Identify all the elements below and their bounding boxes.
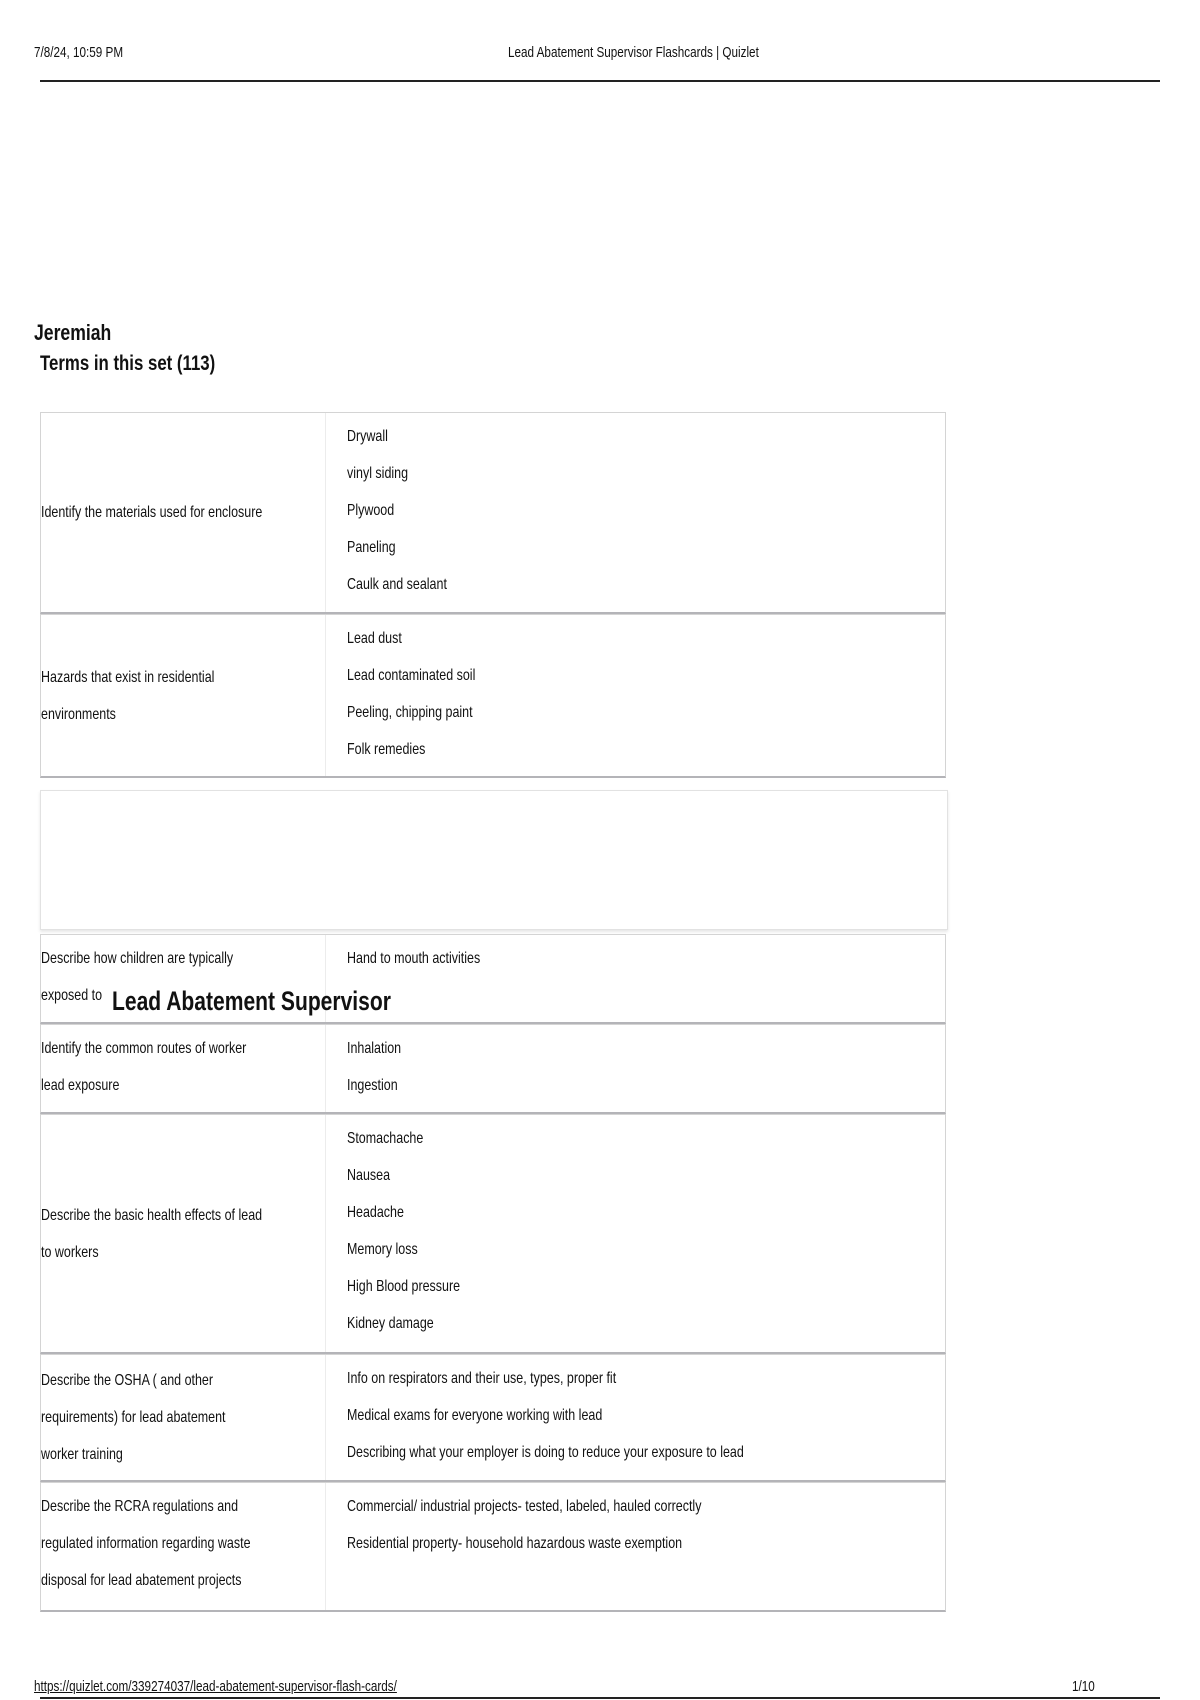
terms-count-heading: Terms in this set (113): [40, 352, 216, 375]
definition-cell: [347, 1120, 945, 1342]
definition-line: Commercial/ industrial projects- tested, labeled, hauled correctly: [347, 1498, 702, 1515]
definition-cell: [347, 1488, 945, 1562]
term-cell: [41, 1483, 326, 1610]
header-divider: [40, 80, 1160, 82]
definition-line: Paneling: [347, 539, 396, 556]
definition-line: Lead dust: [347, 630, 402, 647]
definition-cell: [347, 940, 945, 977]
set-title: Lead Abatement Supervisor: [112, 986, 391, 1016]
definition-line: Folk remedies: [347, 741, 426, 758]
term-cell: [41, 1355, 326, 1480]
definition-line: Describing what your employer is doing to reduce your exposure to lead: [347, 1444, 744, 1461]
definition-cell: [347, 1360, 945, 1471]
term-text: Describe the RCRA regulations and regulated information regarding waste disposal for lead abatement projects: [41, 1498, 251, 1589]
set-author[interactable]: Jeremiah: [34, 320, 112, 345]
flashcard-row: [40, 1114, 946, 1354]
definition-cell: [347, 1030, 945, 1104]
definition-line: Caulk and sealant: [347, 576, 447, 593]
definition-line: Peeling, chipping paint: [347, 704, 473, 721]
term-text: Describe how children are typically exposed to: [41, 950, 234, 1004]
term-text: Describe the basic health effects of lead to workers: [41, 1206, 263, 1261]
flashcard-row: [40, 1354, 946, 1482]
definition-line: Kidney damage: [347, 1315, 434, 1332]
definition-line: Ingestion: [347, 1077, 398, 1094]
definition-line: Memory loss: [347, 1241, 418, 1258]
term-cell: [41, 1115, 326, 1352]
term-text: Hazards that exist in residential environments: [41, 668, 215, 723]
page-number: 1/10: [1072, 1678, 1095, 1695]
definition-line: Lead contaminated soil: [347, 667, 476, 684]
definition-line: Info on respirators and their use, types, proper fit: [347, 1370, 617, 1387]
definition-line: Headache: [347, 1204, 404, 1221]
term-cell: [41, 1025, 326, 1112]
page-url-link[interactable]: https://quizlet.com/339274037/lead-abatement-supervisor-flash-cards/: [34, 1678, 397, 1695]
definition-line: vinyl siding: [347, 465, 409, 482]
definition-line: Medical exams for everyone working with lead: [347, 1407, 603, 1424]
print-datetime: 7/8/24, 10:59 PM: [34, 44, 124, 61]
term-cell: [41, 615, 326, 776]
definition-line: Plywood: [347, 502, 395, 519]
footer-divider: [40, 1697, 1160, 1699]
definition-cell: [347, 418, 945, 603]
print-header: [0, 0, 1200, 82]
flashcard-row: [40, 1482, 946, 1612]
flashcard-row: [40, 412, 946, 614]
definition-line: Inhalation: [347, 1040, 402, 1057]
term-text: Describe the OSHA ( and other requirements) for lead abatement worker training: [41, 1372, 226, 1463]
flashcard-row: [40, 1024, 946, 1114]
flashcard-row: [40, 614, 946, 778]
definition-line: Residential property- household hazardous waste exemption: [347, 1535, 683, 1552]
blank-card-placeholder: [40, 790, 948, 930]
definition-line: Hand to mouth activities: [347, 950, 481, 967]
term-text: Identify the materials used for enclosure: [41, 504, 263, 521]
print-page-title: Lead Abatement Supervisor Flashcards | Quizlet: [508, 44, 759, 61]
definition-cell: [347, 620, 945, 768]
definition-line: Drywall: [347, 428, 388, 445]
definition-line: High Blood pressure: [347, 1278, 461, 1295]
term-cell: [41, 413, 326, 612]
term-text: Identify the common routes of worker lead exposure: [41, 1040, 247, 1094]
definition-line: Nausea: [347, 1167, 391, 1184]
definition-line: Stomachache: [347, 1130, 424, 1147]
